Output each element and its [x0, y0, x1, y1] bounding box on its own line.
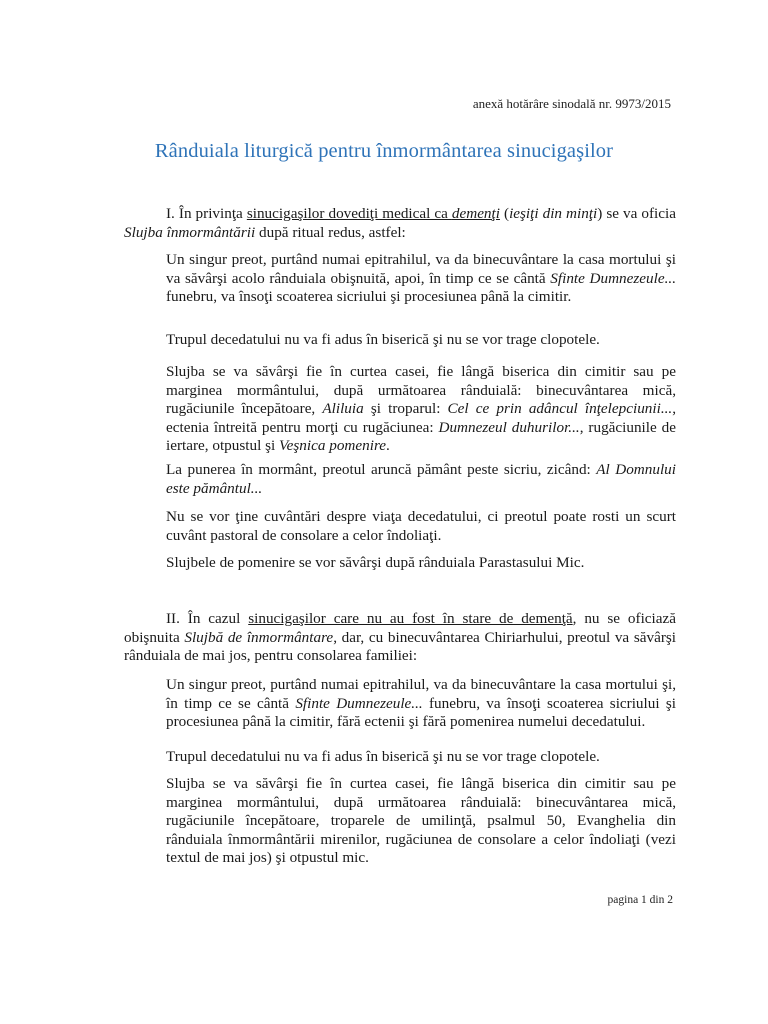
section1-intro-italic: ieşiţi din minţi: [509, 205, 598, 222]
section1-paragraph-5: Nu se vor ţine cuvântări despre viaţa decedatului, ci preotul poate rosti un scurt cuvânt pastoral de consolare a celor îndoliaţi.: [166, 508, 676, 544]
section2-intro: [124, 610, 676, 666]
s1p3-text: Slujba se va săvârşi fie în curtea casei, fie lângă biserica din cimitir sau pe marginea mormântului, după următoarea rânduială: binecuvântarea mică, rugăciunile începătoare,: [166, 363, 676, 417]
s2p1-italic: Sfinte Dumnezeule...: [295, 694, 423, 712]
s1p3-italic: Dumnezeul duhurilor...: [438, 418, 580, 436]
section1-paragraph-1: [166, 251, 676, 307]
section1-intro: [124, 205, 676, 242]
section1-intro-underlined: sinucigaşilor dovediţi medical ca: [246, 205, 452, 222]
section2-paragraph-2: Trupul decedatului nu va fi adus în biserică şi nu se vor trage clopotele.: [166, 748, 600, 765]
section1-intro-dementi: demenţi: [451, 205, 500, 222]
s1p3-text: , rugăciunile de iertare, otpustul şi: [166, 418, 676, 454]
s1p3-italic: Veşnica pomenire: [279, 437, 387, 454]
section2-intro-text: , nu se oficiază obişnuita: [124, 610, 676, 646]
s1p3-text: .: [386, 437, 390, 454]
section2-intro-text: , dar, cu binecuvântarea Chiriarhului, preotul va săvârşi rânduiala de mai jos, pentru consolarea familiei:: [124, 628, 677, 664]
section1-intro-text: ) se va oficia: [597, 205, 676, 222]
s1p1-text: Un singur preot, purtând numai epitrahilul, va da binecuvântare la casa mortului şi va săvârşi acolo rânduiala obişnuită, apoi, în timp ce se cântă: [166, 251, 676, 287]
section2-intro-italic: Slujbă de înmormântare: [184, 628, 334, 646]
s2p1-text: funebru, va însoţi scoaterea sicriului şi procesiunea până la cimitir, fără ectenii şi fără pomenirea numelui decedatului.: [166, 694, 676, 730]
section1-paragraph-6: Slujbele de pomenire se vor săvârşi după rânduiala Parastasului Mic.: [166, 554, 585, 571]
annex-reference: anexă hotărâre sinodală nr. 9973/2015: [472, 96, 671, 111]
section1-intro-slujba: Slujba înmormântării: [124, 223, 256, 241]
section1-intro-text: după ritual redus, astfel:: [255, 223, 406, 241]
s1p4-italic: Al Domnului este pământul...: [166, 461, 676, 497]
section2-intro-text: II. În cazul: [166, 610, 249, 627]
section2-paragraph-1: [166, 676, 676, 732]
section2-intro-underlined: sinucigaşilor care nu au fost în stare de demenţă: [248, 610, 573, 627]
page-number: pagina 1 din 2: [607, 894, 673, 906]
s1p3-text: şi troparul:: [363, 400, 448, 417]
document-title: Rânduiala liturgică pentru înmormântarea sinucigaşilor: [154, 140, 614, 162]
s1p3-italic: Aliluia: [322, 400, 364, 417]
s1p1-italic: Sfinte Dumnezeule...: [550, 269, 676, 287]
section2-paragraph-3: Slujba se va săvârşi fie în curtea casei, fie lângă biserica din cimitir sau pe marginea mormântului, după următoarea rânduială: binecuvântarea mică, rugăciunile începătoare, troparele de umilinţă, psalmul 50, Evanghelia din rânduiala înmormântării mirenilor, rugăciunea de consolare a celor îndoliaţi (vezi textul de mai jos) şi otpustul mic.: [166, 775, 676, 866]
s1p3-text: , ectenia întreită pentru morţi cu rugăciunea:: [166, 400, 677, 436]
section1-intro-text: I. În privinţa: [166, 205, 247, 222]
s1p3-italic: Cel ce prin adâncul înţelepciunii...: [447, 400, 673, 417]
section1-paragraph-3: [166, 363, 676, 456]
s2p1-text: Un singur preot, purtând numai epitrahilul, va da binecuvântare la casa mortului şi, în timp ce se cântă: [166, 676, 676, 712]
s1p4-text: La punerea în mormânt, preotul aruncă pământ peste sicriu, zicând:: [166, 461, 597, 478]
section1-paragraph-4: [166, 461, 676, 498]
s1p1-text: funebru, va însoţi scoaterea sicriului şi procesiunea până la cimitir.: [166, 288, 572, 305]
section1-paragraph-2: Trupul decedatului nu va fi adus în biserică şi nu se vor trage clopotele.: [166, 331, 600, 348]
section1-intro-text: (: [499, 205, 510, 222]
